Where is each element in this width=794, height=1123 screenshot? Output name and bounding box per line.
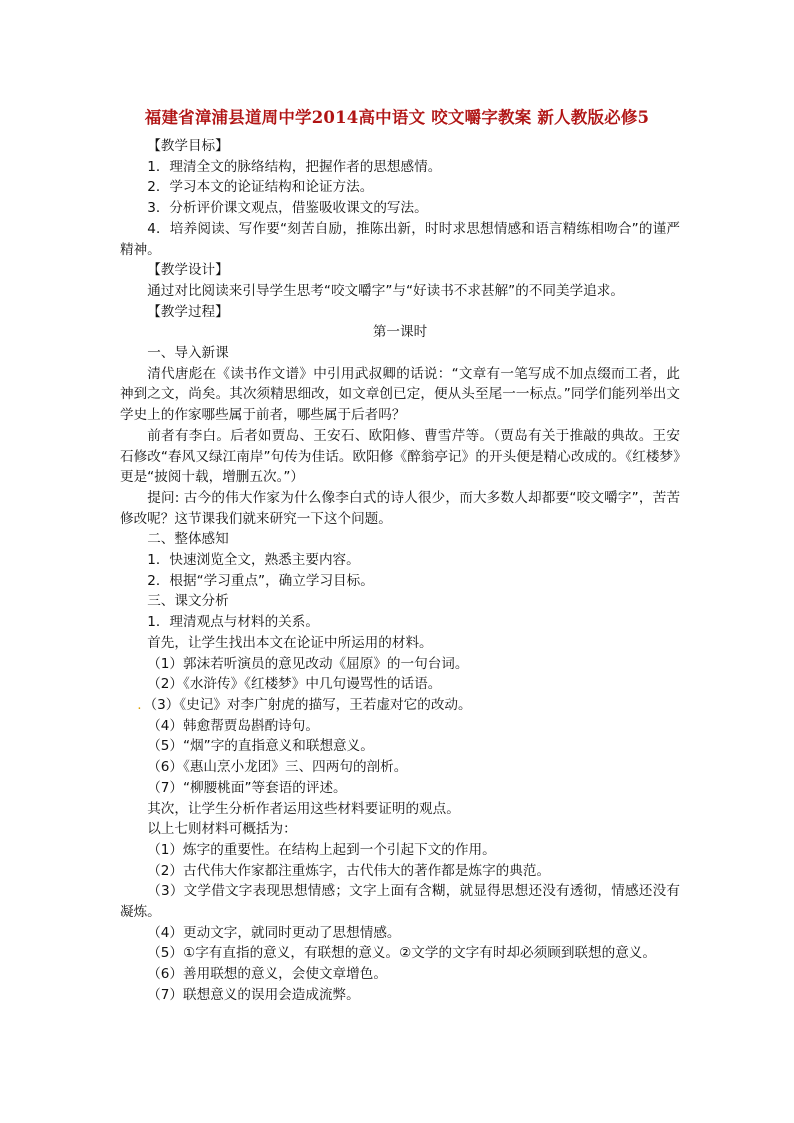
paragraph-text: （2）古代伟大作家都注重炼字，古代伟大的著作都是炼字的典范。 [147,862,551,879]
paragraph-text: （5）①字有直指的意义，有联想的意义。②文学的文字有时却必须顾到联想的意义。 [147,945,656,962]
document-title: 福建省漳浦县道周中学2014高中语文 咬文嚼字教案 新人教版必修5 [144,108,650,127]
paragraph-text: （3）文学借文字表现思想情感；文字上面有含糊，就显得思想还没有透彻，情感还没有凝炼。 [120,883,680,921]
paragraph-text: （6）《惠山烹小龙团》三、四两句的剖析。 [147,759,408,776]
paragraph [120,633,680,654]
paragraph-text: 一、导入新课 [147,345,229,362]
paragraph [120,136,680,157]
paragraph-text: 其次，让学生分析作者运用这些材料要证明的观点。 [147,800,460,817]
paragraph [120,654,680,675]
paragraph [120,757,680,778]
paragraph [120,488,680,529]
paragraph-text: 提问: 古今的伟大作家为什么像李白式的诗人很少，而大多数人却都要“咬文嚼字”，苦苦修改呢？这节课我们就来研究一下这个问题。 [120,489,680,527]
paragraph-text: （1）郭沫若听演员的意见改动《屈原》的一句台词。 [147,655,469,672]
paragraph-text: （3）《史记》对李广射虎的描写，王若虚对它的改动。 [143,696,472,713]
paragraph-text: 1．理清全文的脉络结构，把握作者的思想感情。 [147,158,442,175]
paragraph-text: 前者有李白。后者如贾岛、王安石、欧阳修、曹雪芹等。（贾岛有关于推敲的典故。王安石修改“春风又绿江南岸”句传为佳话。欧阳修《醉翁亭记》的开头便是精心改成的。《红楼梦》更是“披阅十载，增删五次。”） [120,427,680,486]
paragraph-text: （4）韩愈帮贾岛斟酌诗句。 [147,717,319,734]
paragraph-text: 三、课文分析 [147,593,229,610]
paragraph [120,819,680,840]
paragraph [120,157,680,178]
paragraph [120,260,680,281]
paragraph [120,943,680,964]
paragraph-text: 清代唐彪在《读书作文谱》中引用武叔卿的话说：“文章有一笔写成不加点缀而工者，此神到之文，尚矣。其次须精思细改，如文章创已定，便从头至尾一一标点。”同学们能列举出文学史上的作家哪些属于前者，哪些属于后者吗？ [120,365,680,424]
paragraph-text: 3．分析评价课文观点，借鉴吸收课文的写法。 [147,200,428,217]
paragraph-text: 以上七则材料可概括为： [147,821,297,838]
paragraph-text: 2．学习本文的论证结构和论证方法。 [147,179,374,196]
paragraph-text: 通过对比阅读来引导学生思考“咬文嚼字”与“好读书不求甚解”的不同美学追求。 [147,282,624,299]
paragraph [120,219,680,260]
paragraph [120,198,680,219]
paragraph-text: （6）善用联想的意义，会使文章增色。 [147,966,387,983]
paragraph [120,177,680,198]
paragraph [120,861,680,882]
paragraph [120,881,680,922]
paragraph [120,612,680,633]
paragraph-text: 2．根据“学习重点”，确立学习目标。 [147,572,374,589]
paragraph [120,799,680,820]
paragraph-text: （1）炼字的重要性。在结构上起到一个引起下文的作用。 [147,841,496,858]
paragraph-text: 1．快速浏览全文，熟悉主要内容。 [147,552,360,569]
paragraph-text: 【教学设计】 [147,262,229,279]
stray-mark: . [137,696,142,713]
document-body [120,136,680,1006]
paragraph [120,571,680,592]
paragraph-text: （2）《水浒传》《红楼梦》中几句谩骂性的话语。 [147,676,442,693]
paragraph-text: 【教学目标】 [147,138,229,154]
paragraph [120,281,680,302]
paragraph [120,716,680,737]
paragraph [120,985,680,1006]
paragraph-text: 二、整体感知 [147,531,229,548]
paragraph-text: 首先，让学生找出本文在论证中所运用的材料。 [147,634,433,651]
paragraph-text: （7）联想意义的误用会造成流弊。 [147,986,360,1003]
paragraph-text: （5）“烟”字的直指意义和联想意义。 [147,738,374,755]
paragraph [120,923,680,944]
paragraph-text: 第一课时 [372,324,428,341]
paragraph [120,550,680,571]
paragraph [120,529,680,550]
paragraph [120,426,680,488]
paragraph [120,674,680,695]
paragraph [120,302,680,323]
paragraph [120,591,680,612]
paragraph-text: （4）更动文字，就同时更动了思想情感。 [147,924,401,941]
paragraph-text: 1．理清观点与材料的关系。 [147,614,319,631]
paragraph [120,840,680,861]
section-heading [120,322,680,343]
paragraph [120,343,680,364]
paragraph-text: 【教学过程】 [147,303,229,320]
paragraph [120,695,680,716]
paragraph [120,364,680,426]
paragraph [120,964,680,985]
paragraph-text: （7）“柳腰桃面”等套语的评述。 [147,779,347,796]
paragraph [120,736,680,757]
paragraph [120,778,680,799]
paragraph-text: 4．培养阅读、写作要“刻苦自励，推陈出新，时时求思想情感和语言精练相吻合”的谨严精神。 [120,220,680,258]
